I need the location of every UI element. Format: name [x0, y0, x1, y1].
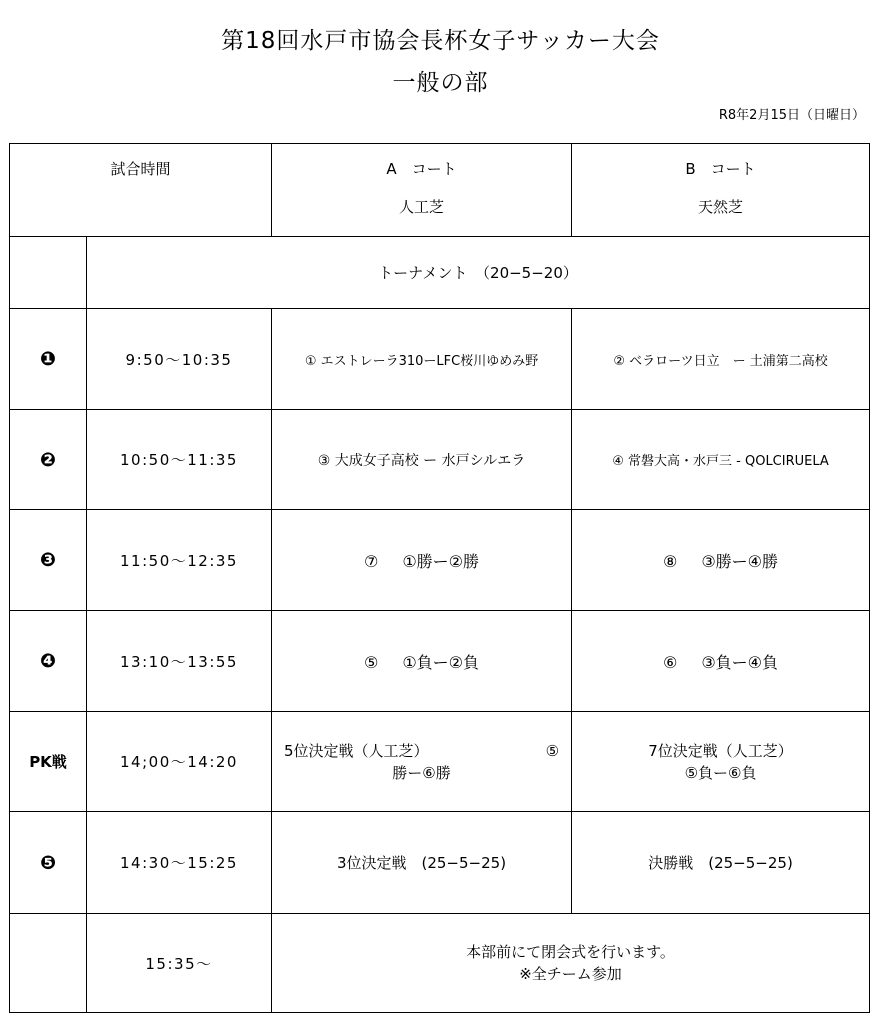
final-row — [10, 812, 870, 914]
match-id: ⑥ — [662, 652, 678, 672]
matchup: ①勝ー②勝 — [402, 551, 480, 571]
court-b-match — [572, 611, 870, 712]
page-subtitle: 一般の部 — [392, 70, 489, 96]
court-a-label: A コート — [386, 160, 457, 178]
closing-line1: 本部前にて閉会式を行います。 — [466, 943, 675, 961]
pk-label: PK戦 — [10, 712, 87, 812]
closing-time: 15:35〜 — [87, 914, 272, 1013]
matchup: ③勝ー④勝 — [701, 551, 779, 571]
time-label: 試合時間 — [110, 160, 171, 178]
court-a-match — [272, 510, 572, 611]
match-time: 14:30〜15:25 — [87, 812, 272, 914]
match-id: ⑧ — [662, 551, 678, 571]
court-a-match: 3位決定戦 (25−5−25) — [272, 812, 572, 914]
table-row — [10, 410, 870, 510]
pk-a-line1: 5位決定戦（人工芝） — [284, 741, 429, 760]
court-b-match: ② ベラローツ日立 ー 土浦第二高校 — [572, 309, 870, 410]
matchup: ①負ー②負 — [402, 652, 480, 672]
court-a-match: ① エストレーラ310ーLFC桜川ゆめみ野 — [272, 309, 572, 410]
matchup: ③負ー④負 — [701, 652, 779, 672]
blank-cell — [10, 914, 87, 1013]
closing-note — [272, 914, 870, 1013]
court-b-match: 決勝戦 (25−5−25) — [572, 812, 870, 914]
match-number: ❹ — [10, 611, 87, 712]
match-time: 11:50〜12:35 — [87, 510, 272, 611]
court-a-match — [272, 712, 572, 812]
court-a-match — [272, 611, 572, 712]
pk-a-circ: ⑤ — [545, 741, 560, 760]
court-b-label: B コート — [685, 160, 756, 178]
closing-line2: ※全チーム参加 — [519, 965, 622, 983]
match-number: ❶ — [10, 309, 87, 410]
header-court-b — [572, 144, 870, 237]
match-number: ❸ — [10, 510, 87, 611]
match-number: ❷ — [10, 410, 87, 510]
header-time — [10, 144, 272, 237]
header-court-a — [272, 144, 572, 237]
match-time: 9:50〜10:35 — [87, 309, 272, 410]
match-time: 13:10〜13:55 — [87, 611, 272, 712]
match-id: ⑤ — [363, 652, 379, 672]
table-row — [10, 611, 870, 712]
table-row — [10, 510, 870, 611]
blank-cell — [10, 237, 87, 309]
court-a-surface: 人工芝 — [399, 198, 445, 216]
court-b-match — [572, 712, 870, 812]
court-a-match: ③ 大成女子高校 ー 水戸シルエラ — [272, 410, 572, 510]
closing-row — [10, 914, 870, 1013]
header-row — [10, 144, 870, 237]
pk-row — [10, 712, 870, 812]
match-id: ⑦ — [363, 551, 379, 571]
court-b-match — [572, 510, 870, 611]
court-b-surface: 天然芝 — [698, 198, 744, 216]
match-time: 10:50〜11:35 — [87, 410, 272, 510]
court-b-match: ④ 常磐大高・水戸三 - QOLCIRUELA — [572, 410, 870, 510]
pk-b-line1: 7位決定戦（人工芝） — [648, 741, 793, 760]
tournament-row — [10, 237, 870, 309]
match-time: 14;00〜14:20 — [87, 712, 272, 812]
tournament-label: トーナメント （20−5−20） — [87, 237, 870, 309]
match-number: ❺ — [10, 812, 87, 914]
event-date: R8年2月15日（日曜日） — [718, 108, 865, 123]
schedule-table — [9, 143, 870, 1013]
pk-b-line2: ⑤負ー⑥負 — [684, 763, 757, 782]
page-title: 第18回水戸市協会長杯女子サッカー大会 — [221, 28, 660, 54]
table-row — [10, 309, 870, 410]
pk-a-line2: 勝ー⑥勝 — [392, 763, 451, 782]
